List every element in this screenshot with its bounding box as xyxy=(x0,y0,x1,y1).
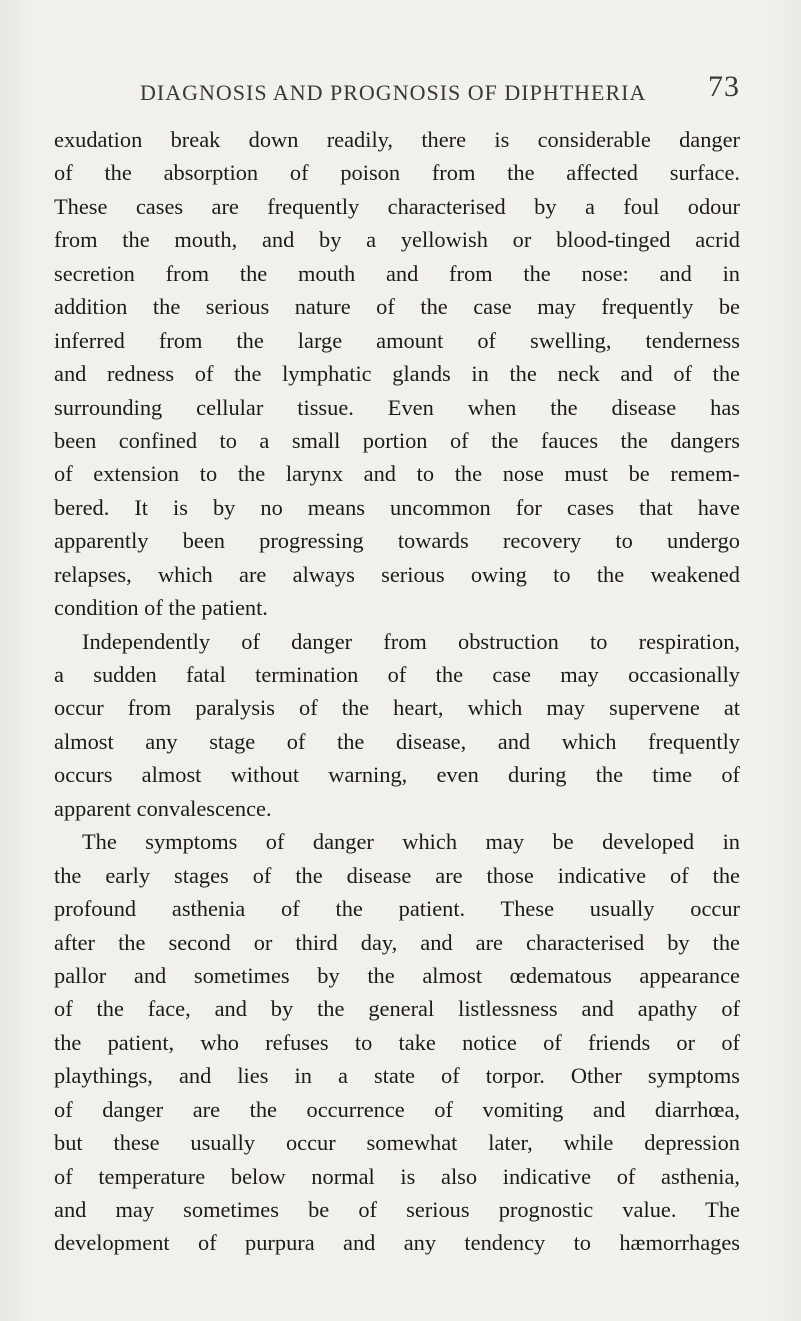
text-line: of the face, and by the general listlessness and apathy of xyxy=(54,996,740,1022)
text-line: pallor and sometimes by the almost œdematous appearance xyxy=(54,962,740,988)
text-line: occur from paralysis of the heart, which may supervene at xyxy=(54,695,740,721)
text-line: relapses, which are always serious owing to the weakened xyxy=(54,561,740,587)
text-line: of temperature below normal is also indicative of asthenia, xyxy=(54,1163,740,1189)
text-line: exudation break down readily, there is considerable danger xyxy=(54,127,740,152)
text-line: apparent convalescence. xyxy=(54,795,272,821)
text-line: profound asthenia of the patient. These usually occur xyxy=(54,896,740,922)
text-line: secretion from the mouth and from the nose: and in xyxy=(54,260,740,286)
text-line: occurs almost without warning, even during the time of xyxy=(54,762,740,788)
text-line: addition the serious nature of the case may frequently be xyxy=(54,294,740,320)
text-line: inferred from the large amount of swelling, tenderness xyxy=(54,327,740,353)
text-line: development of purpura and any tendency to hæmorrhages xyxy=(54,1230,740,1256)
body-text xyxy=(54,123,740,1260)
page-number: 73 xyxy=(708,70,740,103)
running-title: DIAGNOSIS AND PROGNOSIS OF DIPHTHERIA xyxy=(140,80,647,105)
text-line: of extension to the larynx and to the nose must be remem- xyxy=(54,461,740,487)
text-line: The symptoms of danger which may be developed in xyxy=(82,829,740,855)
text-line: and redness of the lymphatic glands in the neck and of the xyxy=(54,361,740,387)
text-line: surrounding cellular tissue. Even when the disease has xyxy=(54,394,740,420)
text-line: been confined to a small portion of the fauces the dangers xyxy=(54,427,740,453)
text-line: after the second or third day, and are characterised by the xyxy=(54,929,740,955)
text-line: a sudden fatal termination of the case may occasionally xyxy=(54,662,740,687)
text-line: but these usually occur somewhat later, while depression xyxy=(54,1130,740,1156)
text-line: of danger are the occurrence of vomiting and diarrhœa, xyxy=(54,1096,740,1122)
text-line: the early stages of the disease are those indicative of the xyxy=(54,862,740,888)
text-line: the patient, who refuses to take notice of friends or of xyxy=(54,1029,740,1055)
text-line: of the absorption of poison from the affected surface. xyxy=(54,160,740,186)
text-line: apparently been progressing towards recovery to undergo xyxy=(54,528,740,554)
running-header xyxy=(140,70,740,110)
text-line: condition of the patient. xyxy=(54,595,268,621)
text-line: Independently of danger from obstruction to respiration, xyxy=(82,628,740,654)
text-line: from the mouth, and by a yellowish or blood-tinged acrid xyxy=(54,227,740,253)
text-line: almost any stage of the disease, and which frequently xyxy=(54,728,740,754)
text-line: bered. It is by no means uncommon for cases that have xyxy=(54,494,740,520)
text-line: and may sometimes be of serious prognostic value. The xyxy=(54,1197,740,1222)
text-line: These cases are frequently characterised by a foul odour xyxy=(54,193,740,219)
text-line: playthings, and lies in a state of torpor. Other symptoms xyxy=(54,1063,740,1089)
